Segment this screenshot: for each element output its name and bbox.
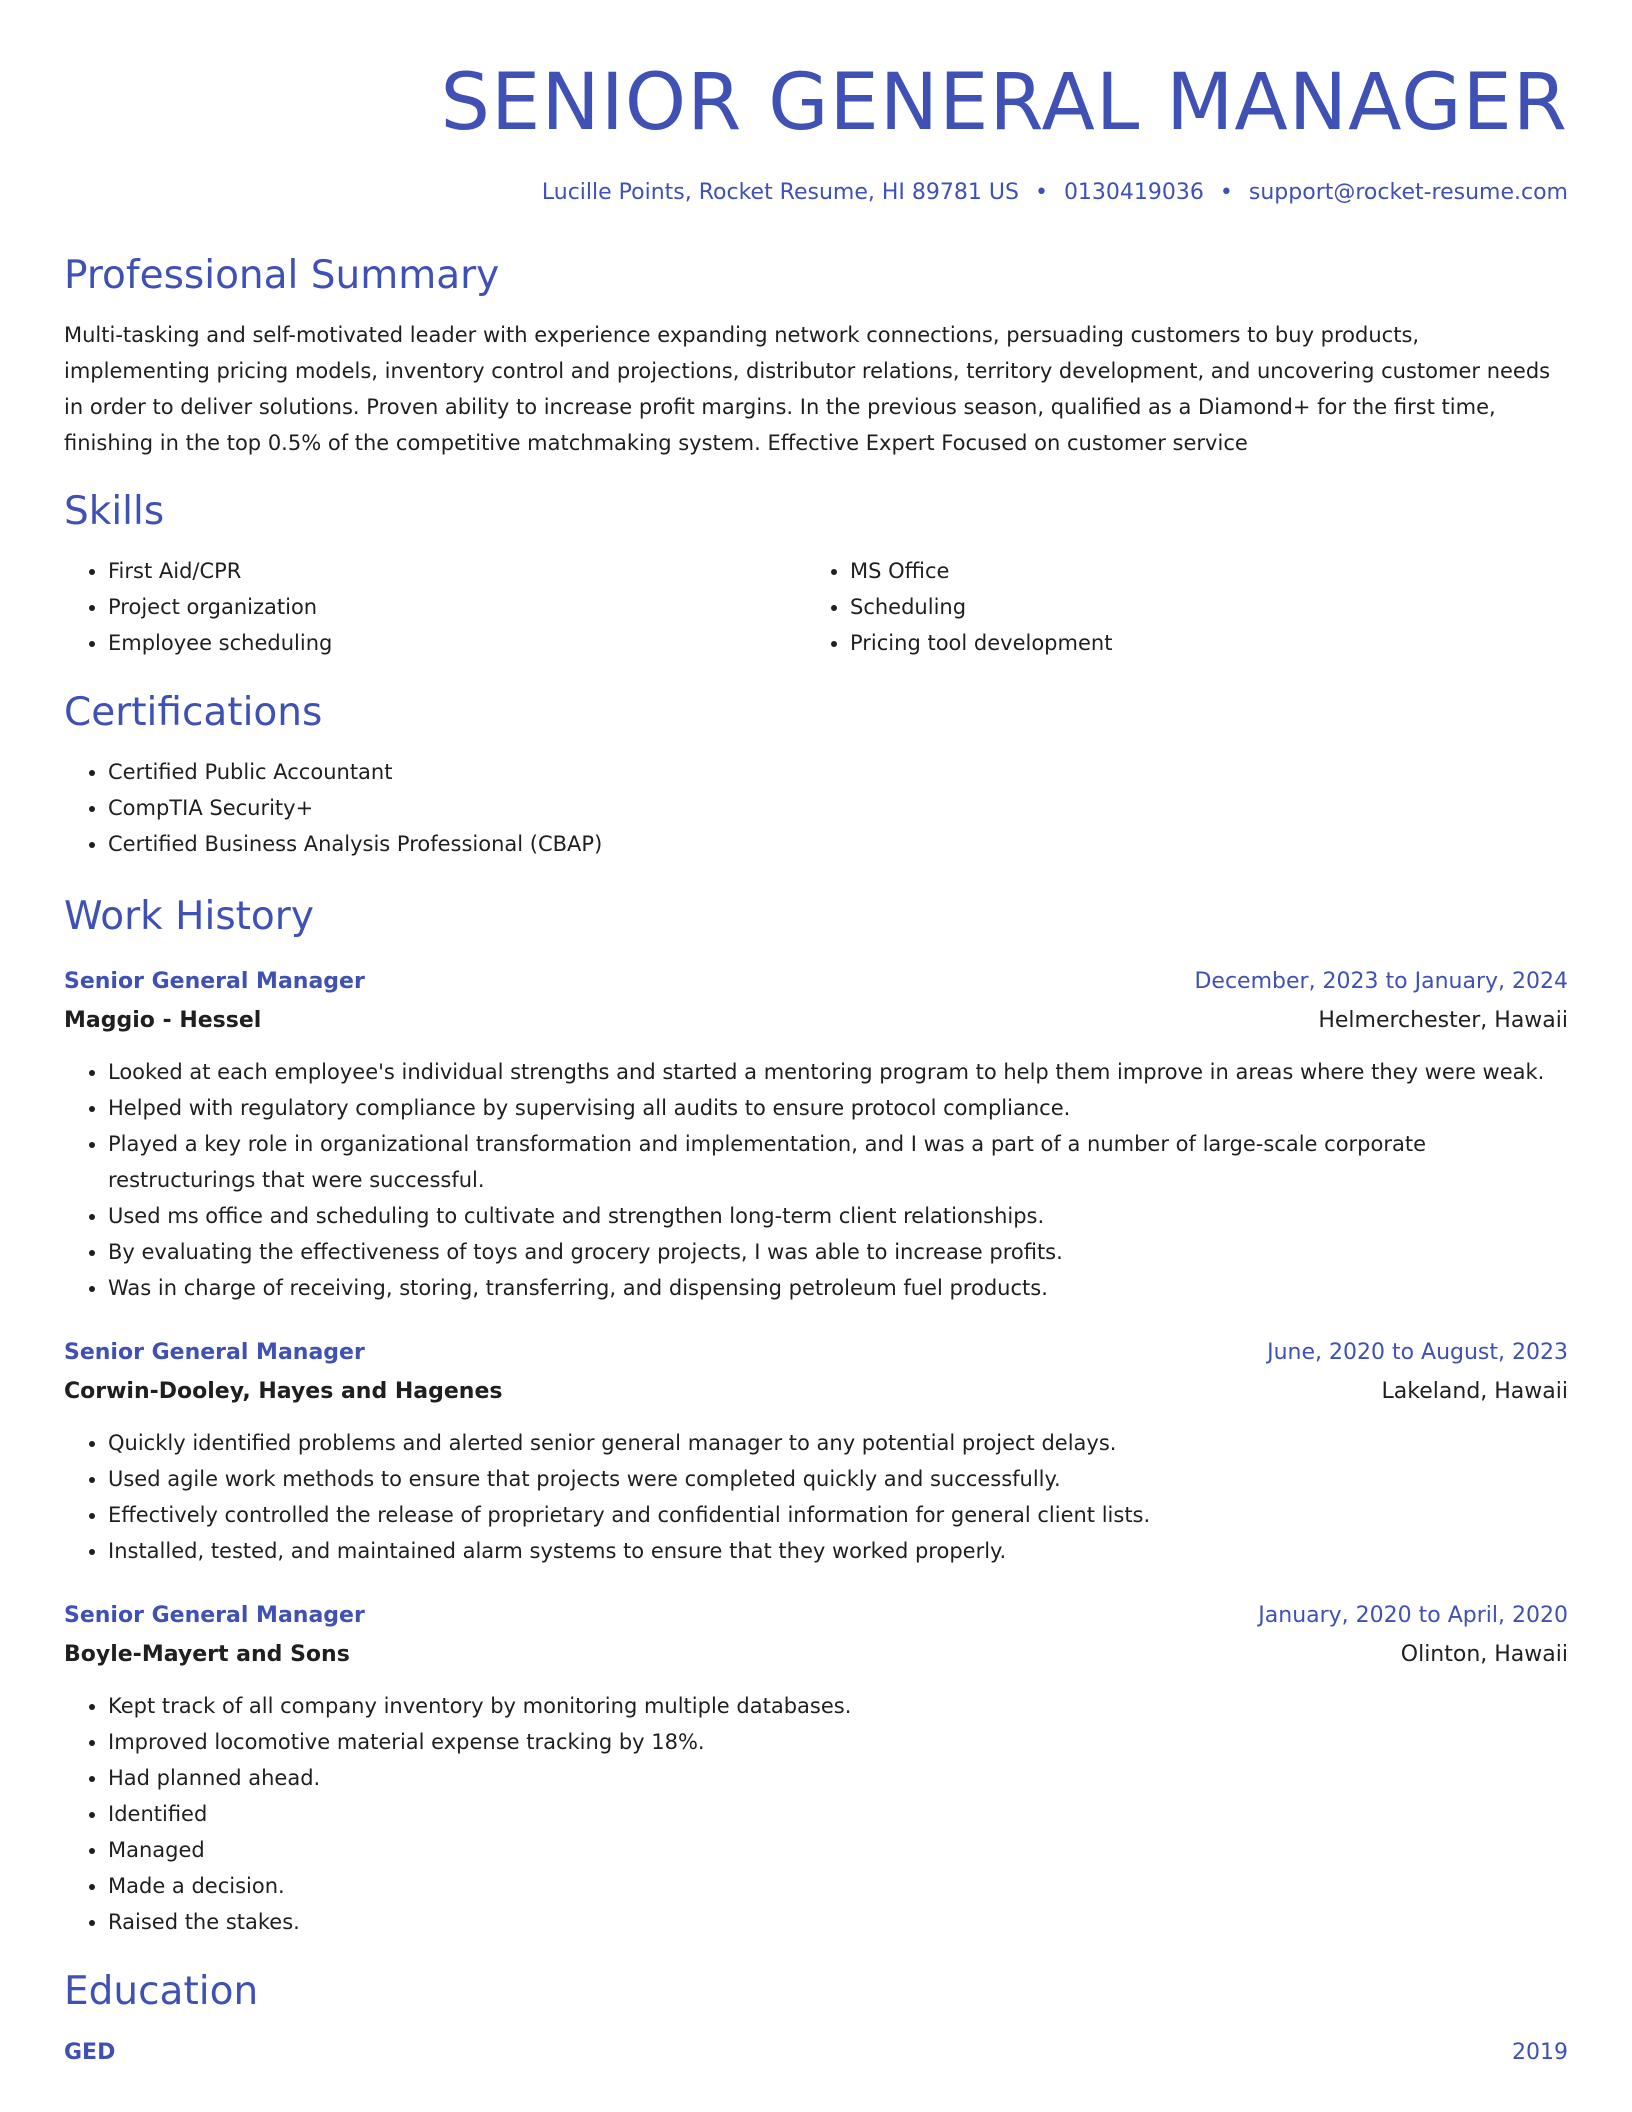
job-company: Maggio - Hessel bbox=[64, 1008, 262, 1033]
skills-list-left bbox=[64, 553, 806, 661]
skills-grid bbox=[64, 553, 1568, 661]
resume-name: SENIOR GENERAL MANAGER bbox=[440, 58, 1568, 148]
job-location: Helmerchester, Hawaii bbox=[1318, 1008, 1568, 1033]
certifications-heading: Certifications bbox=[64, 690, 323, 735]
job-company: Boyle-Mayert and Sons bbox=[64, 1642, 350, 1667]
job-bullet: • Improved locomotive material expense tracking by 18%. bbox=[108, 1724, 1568, 1760]
job-dates: January, 2020 to April, 2020 bbox=[1258, 1603, 1568, 1628]
skill-item: • Scheduling bbox=[850, 589, 1548, 625]
contact-line bbox=[64, 178, 1568, 208]
job-company: Corwin-Dooley, Hayes and Hagenes bbox=[64, 1379, 503, 1404]
job-location: Olinton, Hawaii bbox=[1400, 1642, 1568, 1667]
certification-item: • CompTIA Security+ bbox=[108, 790, 1568, 826]
job-role: Senior General Manager bbox=[64, 969, 365, 994]
summary-text: Multi-tasking and self-motivated leader with experience expanding network connections, persuading customers to buy products, implementing pricing models, inventory control and projections, distributor relations, territory development, and uncovering customer needs in order to deliver solutions. Proven ability to increase profit margins. In the previous season, qualified as a Diamond+ for the first time, finishing in the top 0.5% of the competitive matchmaking system. Effective Expert Focused on customer service bbox=[64, 323, 1551, 455]
skills-heading: Skills bbox=[64, 489, 165, 534]
education-heading: Education bbox=[64, 1969, 259, 2014]
contact-email[interactable]: support@rocket-resume.com bbox=[1248, 180, 1568, 205]
skill-item: • MS Office bbox=[850, 553, 1548, 589]
job-bullet: • Played a key role in organizational transformation and implementation, and I was a part of a number of large-scale corporate restructurings that were successful. bbox=[108, 1126, 1568, 1198]
job-bullet: • Helped with regulatory compliance by supervising all audits to ensure protocol compliance. bbox=[108, 1090, 1568, 1126]
job-header bbox=[64, 967, 1568, 997]
job-bullets bbox=[64, 1688, 1568, 1940]
job-role: Senior General Manager bbox=[64, 1603, 365, 1628]
job-subheader bbox=[64, 1006, 1568, 1036]
job-header bbox=[64, 1338, 1568, 1368]
certification-item: • Certified Business Analysis Professional (CBAP) bbox=[108, 826, 1568, 862]
skill-item: • Employee scheduling bbox=[108, 625, 806, 661]
skills-column-right bbox=[806, 553, 1548, 661]
job-entry bbox=[64, 1601, 1568, 1940]
job-bullets bbox=[64, 1054, 1568, 1306]
job-dates: June, 2020 to August, 2023 bbox=[1267, 1340, 1568, 1365]
skill-item: • Project organization bbox=[108, 589, 806, 625]
job-header bbox=[64, 1601, 1568, 1631]
job-entry bbox=[64, 967, 1568, 1306]
job-entry bbox=[64, 1338, 1568, 1569]
job-role: Senior General Manager bbox=[64, 1340, 365, 1365]
resume-page bbox=[64, 0, 1568, 2068]
contact-phone: 0130419036 bbox=[1063, 180, 1204, 205]
education-year: 2019 bbox=[1512, 2040, 1568, 2065]
job-bullet: • Looked at each employee's individual strengths and started a mentoring program to help them improve in areas where they were weak. bbox=[108, 1054, 1568, 1090]
certification-item: • Certified Public Accountant bbox=[108, 754, 1568, 790]
contact-separator: • bbox=[1219, 180, 1233, 205]
job-dates: December, 2023 to January, 2024 bbox=[1194, 969, 1568, 994]
work-history-heading: Work History bbox=[64, 894, 314, 939]
job-subheader bbox=[64, 1377, 1568, 1407]
job-bullet: • Used ms office and scheduling to cultivate and strengthen long-term client relationships. bbox=[108, 1198, 1568, 1234]
job-bullet: • Managed bbox=[108, 1832, 1568, 1868]
job-bullets bbox=[64, 1425, 1568, 1569]
job-bullet: • By evaluating the effectiveness of toys and grocery projects, I was able to increase profits. bbox=[108, 1234, 1568, 1270]
job-bullet: • Installed, tested, and maintained alarm systems to ensure that they worked properly. bbox=[108, 1533, 1568, 1569]
job-bullet: • Quickly identified problems and alerted senior general manager to any potential project delays. bbox=[108, 1425, 1568, 1461]
skill-item: • Pricing tool development bbox=[850, 625, 1548, 661]
skills-column-left bbox=[64, 553, 806, 661]
job-bullet: • Used agile work methods to ensure that projects were completed quickly and successfully. bbox=[108, 1461, 1568, 1497]
job-bullet: • Kept track of all company inventory by monitoring multiple databases. bbox=[108, 1688, 1568, 1724]
job-bullet: • Raised the stakes. bbox=[108, 1904, 1568, 1940]
summary-heading: Professional Summary bbox=[64, 253, 500, 298]
job-bullet: • Made a decision. bbox=[108, 1868, 1568, 1904]
job-bullet: • Identified bbox=[108, 1796, 1568, 1832]
education-degree: GED bbox=[64, 2040, 116, 2065]
contact-separator: • bbox=[1034, 180, 1048, 205]
job-bullet: • Effectively controlled the release of proprietary and confidential information for general client lists. bbox=[108, 1497, 1568, 1533]
job-bullet: • Had planned ahead. bbox=[108, 1760, 1568, 1796]
job-location: Lakeland, Hawaii bbox=[1381, 1379, 1568, 1404]
job-subheader bbox=[64, 1640, 1568, 1670]
certifications-list bbox=[64, 754, 1568, 862]
skill-item: • First Aid/CPR bbox=[108, 553, 806, 589]
education-entry bbox=[64, 2038, 1568, 2068]
skills-list-right bbox=[806, 553, 1548, 661]
contact-address: Lucille Points, Rocket Resume, HI 89781 US bbox=[541, 180, 1019, 205]
job-bullet: • Was in charge of receiving, storing, transferring, and dispensing petroleum fuel products. bbox=[108, 1270, 1568, 1306]
